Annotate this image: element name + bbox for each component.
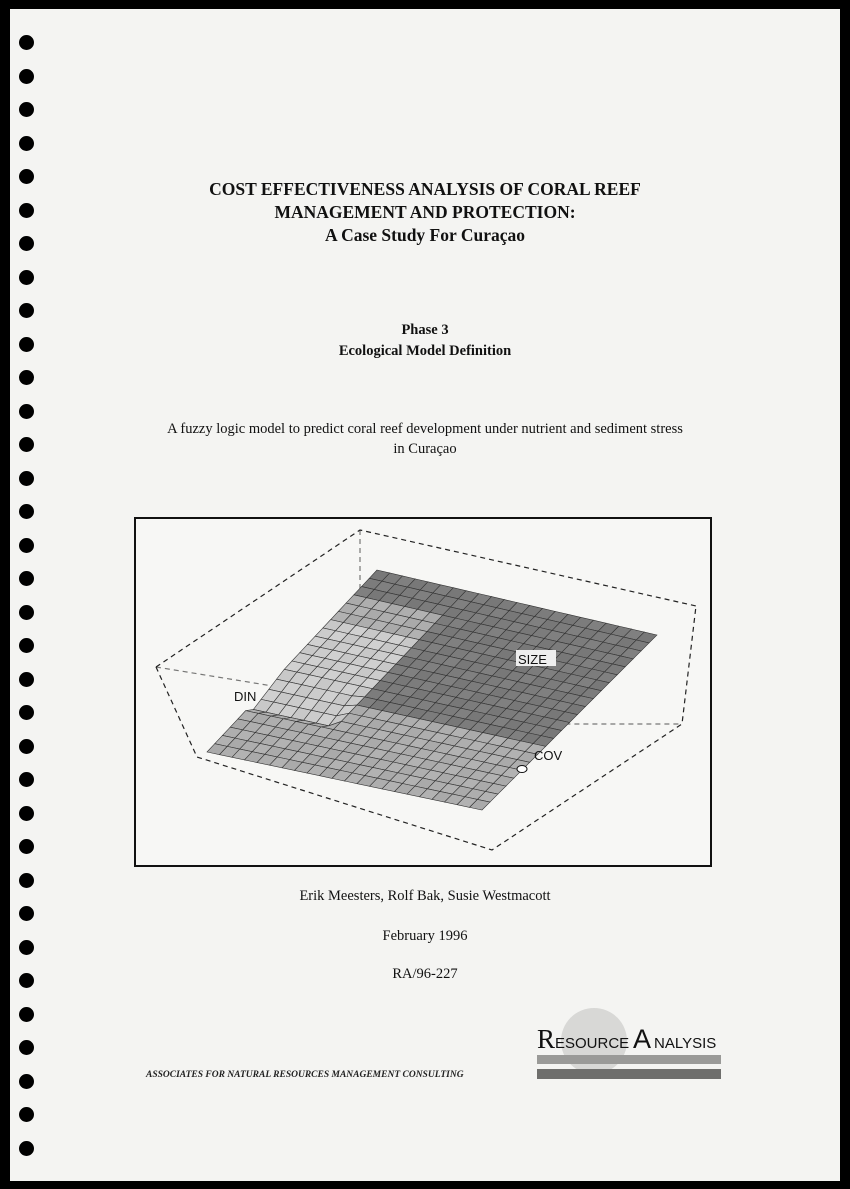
binder-hole xyxy=(19,270,34,285)
binder-hole xyxy=(19,672,34,687)
axis-label-size: SIZE xyxy=(518,652,547,667)
surface-plot-figure xyxy=(134,517,712,867)
binder-hole xyxy=(19,906,34,921)
binder-hole xyxy=(19,739,34,754)
svg-text:A: A xyxy=(633,1024,652,1054)
binder-hole xyxy=(19,571,34,586)
binder-hole xyxy=(19,1040,34,1055)
binder-hole xyxy=(19,404,34,419)
svg-text:R: R xyxy=(537,1024,556,1054)
binder-hole xyxy=(19,638,34,653)
svg-text:ESOURCE: ESOURCE xyxy=(555,1035,630,1052)
binder-hole xyxy=(19,1007,34,1022)
subtitle-line-1: A fuzzy logic model to predict coral reef development under nutrient and sediment stress xyxy=(167,421,683,437)
binder-hole xyxy=(19,370,34,385)
axis-label-din: DIN xyxy=(234,689,257,704)
binder-hole xyxy=(19,136,34,151)
binder-hole xyxy=(19,303,34,318)
phase-title: Ecological Model Definition xyxy=(338,343,512,359)
binder-hole xyxy=(19,839,34,854)
binder-hole xyxy=(19,35,34,50)
associates-tagline: ASSOCIATES FOR NATURAL RESOURCES MANAGEMENT CONSULTING xyxy=(146,1070,464,1080)
surface-mesh xyxy=(207,570,657,810)
binder-hole xyxy=(19,605,34,620)
binder-hole xyxy=(19,471,34,486)
subtitle-line-2: in Curaçao xyxy=(393,441,457,457)
surface-plot xyxy=(136,519,710,865)
title-line-1: COST EFFECTIVENESS ANALYSIS OF CORAL REEF xyxy=(209,179,641,199)
svg-text:NALYSIS: NALYSIS xyxy=(654,1035,717,1052)
binder-hole xyxy=(19,538,34,553)
phase-label: Phase 3 xyxy=(401,322,449,338)
authors: Erik Meesters, Rolf Bak, Susie Westmacott xyxy=(299,888,551,904)
binder-hole xyxy=(19,1074,34,1089)
title-line-3: A Case Study For Curaçao xyxy=(325,225,525,245)
binder-hole xyxy=(19,873,34,888)
axis-label-cov: COV xyxy=(534,748,563,763)
binder-hole xyxy=(19,504,34,519)
report-number: RA/96-227 xyxy=(392,966,458,982)
binder-hole xyxy=(19,772,34,787)
binder-hole xyxy=(19,1141,34,1156)
binder-hole xyxy=(19,806,34,821)
binder-hole xyxy=(19,705,34,720)
resource-analysis-logo xyxy=(537,1003,721,1083)
binder-hole xyxy=(19,1107,34,1122)
title-line-2: MANAGEMENT AND PROTECTION: xyxy=(274,202,576,222)
binder-hole xyxy=(19,102,34,117)
date: February 1996 xyxy=(382,928,468,944)
binder-hole xyxy=(19,69,34,84)
